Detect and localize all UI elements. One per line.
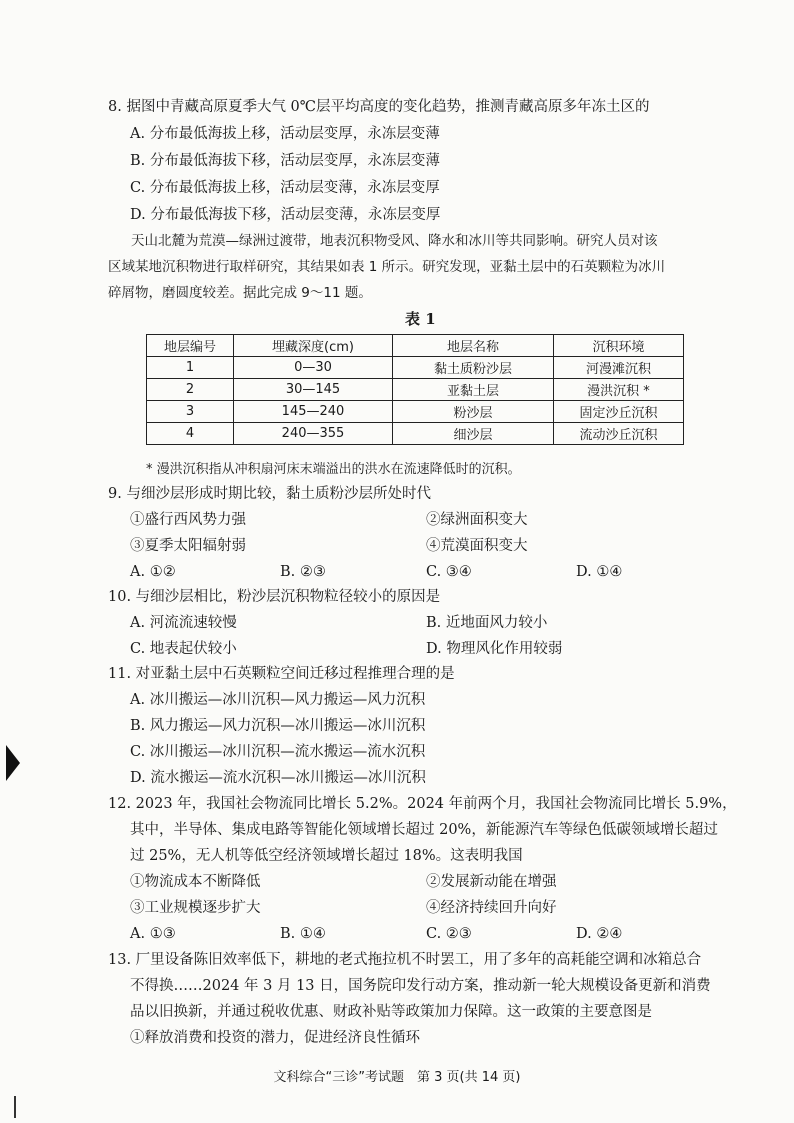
- table-caption: 表 1: [405, 310, 436, 328]
- table-cell: 黏土质粉沙层: [393, 357, 554, 379]
- q10-stem: 10. 与细沙层相比，粉沙层沉积物粒径较小的原因是: [108, 589, 441, 605]
- table-row: [147, 423, 684, 445]
- q8-option-b: B. 分布最低海拔下移，活动层变厚，永冻层变薄: [130, 153, 440, 169]
- q11-option-b: B. 风力搬运—风力沉积—冰川搬运—冰川沉积: [130, 718, 426, 734]
- q12-item-1: ①物流成本不断降低: [130, 874, 261, 890]
- q8-stem: 8. 据图中青藏高原夏季大气 0℃层平均高度的变化趋势，推测青藏高原多年冻土区的: [108, 99, 650, 115]
- q12-item-2: ②发展新动能在增强: [426, 874, 557, 890]
- q10-option-b: B. 近地面风力较小: [426, 615, 548, 631]
- q9-stem: 9. 与细沙层形成时期比较，黏土质粉沙层所处时代: [108, 486, 431, 502]
- q10-option-a: A. 河流流速较慢: [130, 615, 237, 631]
- q9-item-2: ②绿洲面积变大: [426, 512, 528, 528]
- binding-marker-icon: [6, 745, 20, 781]
- table-cell: 2: [147, 379, 234, 401]
- table-cell: 240—355: [234, 423, 393, 445]
- table-cell: 细沙层: [393, 423, 554, 445]
- q13-item-1: ①释放消费和投资的潜力，促进经济良性循环: [130, 1030, 420, 1046]
- q11-option-d: D. 流水搬运—流水沉积—冰川搬运—冰川沉积: [130, 770, 426, 786]
- table-cell: 河漫滩沉积: [554, 357, 684, 379]
- table-row: [147, 357, 684, 379]
- table-cell: 流动沙丘沉积: [554, 423, 684, 445]
- table-cell: 1: [147, 357, 234, 379]
- q12-choice-b: B. ①④: [280, 926, 326, 942]
- q9-item-1: ①盛行西风势力强: [130, 512, 246, 528]
- table-cell: 3: [147, 401, 234, 423]
- strata-table: [146, 334, 684, 445]
- q9-choice-d: D. ①④: [576, 564, 623, 580]
- passage-line-2: 区域某地沉积物进行取样研究，其结果如表 1 所示。研究发现，亚黏土层中的石英颗粒为冰川: [108, 259, 666, 275]
- q11-option-a: A. 冰川搬运—冰川沉积—风力搬运—风力沉积: [130, 692, 426, 708]
- table-header: 沉积环境: [554, 335, 684, 357]
- table-cell: 粉沙层: [393, 401, 554, 423]
- q10-option-c: C. 地表起伏较小: [130, 641, 237, 657]
- table-header: 地层名称: [393, 335, 554, 357]
- edge-tick-mark: [14, 1096, 16, 1118]
- q13-line-1: 13. 厂里设备陈旧效率低下，耕地的老式拖拉机不时罢工，用了多年的高耗能空调和冰箱总合: [108, 952, 702, 968]
- q12-item-3: ③工业规模逐步扩大: [130, 900, 261, 916]
- table-cell: 30—145: [234, 379, 393, 401]
- q12-choice-c: C. ②③: [426, 926, 472, 942]
- q12-line-3: 过 25%，无人机等低空经济领域增长超过 18%。这表明我国: [130, 848, 523, 864]
- q10-option-d: D. 物理风化作用较弱: [426, 641, 563, 657]
- q8-option-a: A. 分布最低海拔上移，活动层变厚，永冻层变薄: [130, 126, 440, 142]
- page-footer: 文科综合“三诊”考试题 第 3 页(共 14 页): [273, 1070, 521, 1085]
- table-cell: 亚黏土层: [393, 379, 554, 401]
- q12-line-1: 12. 2023 年，我国社会物流同比增长 5.2%。2024 年前两个月，我国社会物流同比增长 5.9%，: [108, 796, 737, 812]
- table-cell: 0—30: [234, 357, 393, 379]
- table-note: * 漫洪沉积指从冲积扇河床末端溢出的洪水在流速降低时的沉积。: [146, 462, 521, 477]
- q9-item-4: ④荒漠面积变大: [426, 538, 528, 554]
- table-header: 地层编号: [147, 335, 234, 357]
- q11-option-c: C. 冰川搬运—冰川沉积—流水搬运—流水沉积: [130, 744, 426, 760]
- q12-choice-a: A. ①③: [130, 926, 176, 942]
- table-cell: 145—240: [234, 401, 393, 423]
- passage-line-3: 碎屑物，磨圆度较差。据此完成 9～11 题。: [108, 285, 372, 301]
- q9-choice-b: B. ②③: [280, 564, 326, 580]
- q13-line-3: 品以旧换新，并通过税收优惠、财政补贴等政策加力保障。这一政策的主要意图是: [130, 1004, 652, 1020]
- table-row: [147, 401, 684, 423]
- table-cell: 漫洪沉积 *: [554, 379, 684, 401]
- q9-item-3: ③夏季太阳辐射弱: [130, 538, 246, 554]
- passage-line-1: 天山北麓为荒漠—绿洲过渡带，地表沉积物受风、降水和冰川等共同影响。研究人员对该: [131, 233, 658, 249]
- q9-choice-a: A. ①②: [130, 564, 176, 580]
- table-header: 埋藏深度(cm): [234, 335, 393, 357]
- q11-stem: 11. 对亚黏土层中石英颗粒空间迁移过程推理合理的是: [108, 666, 455, 682]
- table-row: [147, 379, 684, 401]
- q8-option-c: C. 分布最低海拔上移，活动层变薄，永冻层变厚: [130, 180, 440, 196]
- table-header-row: [147, 335, 684, 357]
- q8-option-d: D. 分布最低海拔下移，活动层变薄，永冻层变厚: [130, 207, 441, 223]
- q12-item-4: ④经济持续回升向好: [426, 900, 557, 916]
- table-cell: 4: [147, 423, 234, 445]
- table-cell: 固定沙丘沉积: [554, 401, 684, 423]
- q12-line-2: 其中，半导体、集成电路等智能化领域增长超过 20%，新能源汽车等绿色低碳领域增长超过: [130, 822, 718, 838]
- q12-choice-d: D. ②④: [576, 926, 623, 942]
- q13-line-2: 不得换……2024 年 3 月 13 日，国务院印发行动方案，推动新一轮大规模设备更新和消费: [130, 978, 711, 994]
- q9-choice-c: C. ③④: [426, 564, 472, 580]
